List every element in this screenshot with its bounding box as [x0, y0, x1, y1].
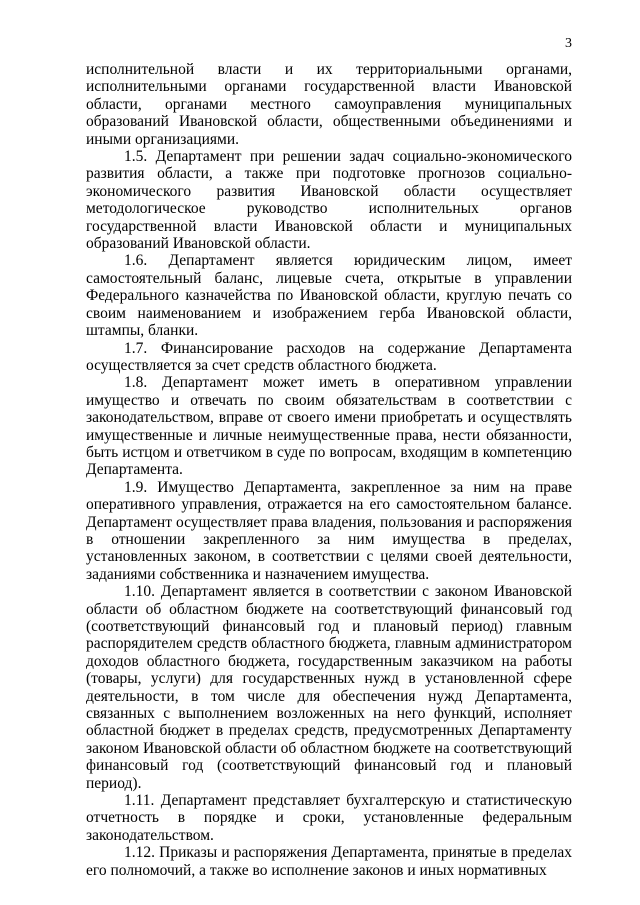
page-number: 3	[565, 36, 572, 51]
paragraph-1-6: 1.6. Департамент является юридическим лицом, имеет самостоятельный баланс, лицевые счета, открытые в управлении Федерального казначейства по Ивановской области, круглую печать со своим наименованием и изображением герба Ивановской области, штампы, бланки.	[86, 252, 572, 340]
paragraph-1-5: 1.5. Департамент при решении задач социально-экономического развития области, а также при подготовке прогнозов социально-экономического развития Ивановской области осуществляет методологическое руководство исполнительных органов государственной власти Ивановской области и муниципальных образований Ивановской области.	[86, 148, 572, 253]
paragraph-1-12: 1.12. Приказы и распоряжения Департамента, принятые в пределах его полномочий, а также во исполнение законов и иных нормативных	[86, 844, 572, 879]
paragraph-1-10: 1.10. Департамент является в соответствии с законом Ивановской области об областном бюджете на соответствующий финансовый год (соответствующий финансовый год и плановый период) главным распорядителем средств областного бюджета, главным администратором доходов областного бюджета, государственным заказчиком на работы (товары, услуги) для государственных нужд в установленной сфере деятельности, в том числе для обеспечения нужд Департамента, связанных с выполнением возложенных на него функций, исполняет областной бюджет в пределах средств, предусмотренных Департаменту законом Ивановской области об областном бюджете на соответствующий финансовый год (соответствующий финансовый год и плановый период).	[86, 583, 572, 792]
paragraph-1-7: 1.7. Финансирование расходов на содержание Департамента осуществляется за счет средств областного бюджета.	[86, 339, 572, 374]
paragraph-1-8: 1.8. Департамент может иметь в оперативном управлении имущество и отвечать по своим обязательствам в соответствии с законодательством, вправе от своего имени приобретать и осуществлять имущественные и личные неимущественные права, нести обязанности, быть истцом и ответчиком в суде по вопросам, входящим в компетенцию Департамента.	[86, 374, 572, 479]
paragraph-1-11: 1.11. Департамент представляет бухгалтерскую и статистическую отчетность в порядке и сроки, установленные федеральным законодательством.	[86, 792, 572, 844]
paragraph-1-9: 1.9. Имущество Департамента, закрепленное за ним на праве оперативного управления, отражается на его самостоятельном балансе. Департамент осуществляет права владения, пользования и распоряжения в отношении закрепленного за ним имущества в пределах, установленных законом, в соответствии с целями своей деятельности, заданиями собственника и назначением имущества.	[86, 478, 572, 583]
paragraph-continuation: исполнительной власти и их территориальными органами, исполнительными органами государственной власти Ивановской области, органами местного самоуправления муниципальных образований Ивановской области, общественными объединениями и иными организациями.	[86, 61, 572, 148]
document-body	[86, 61, 572, 879]
